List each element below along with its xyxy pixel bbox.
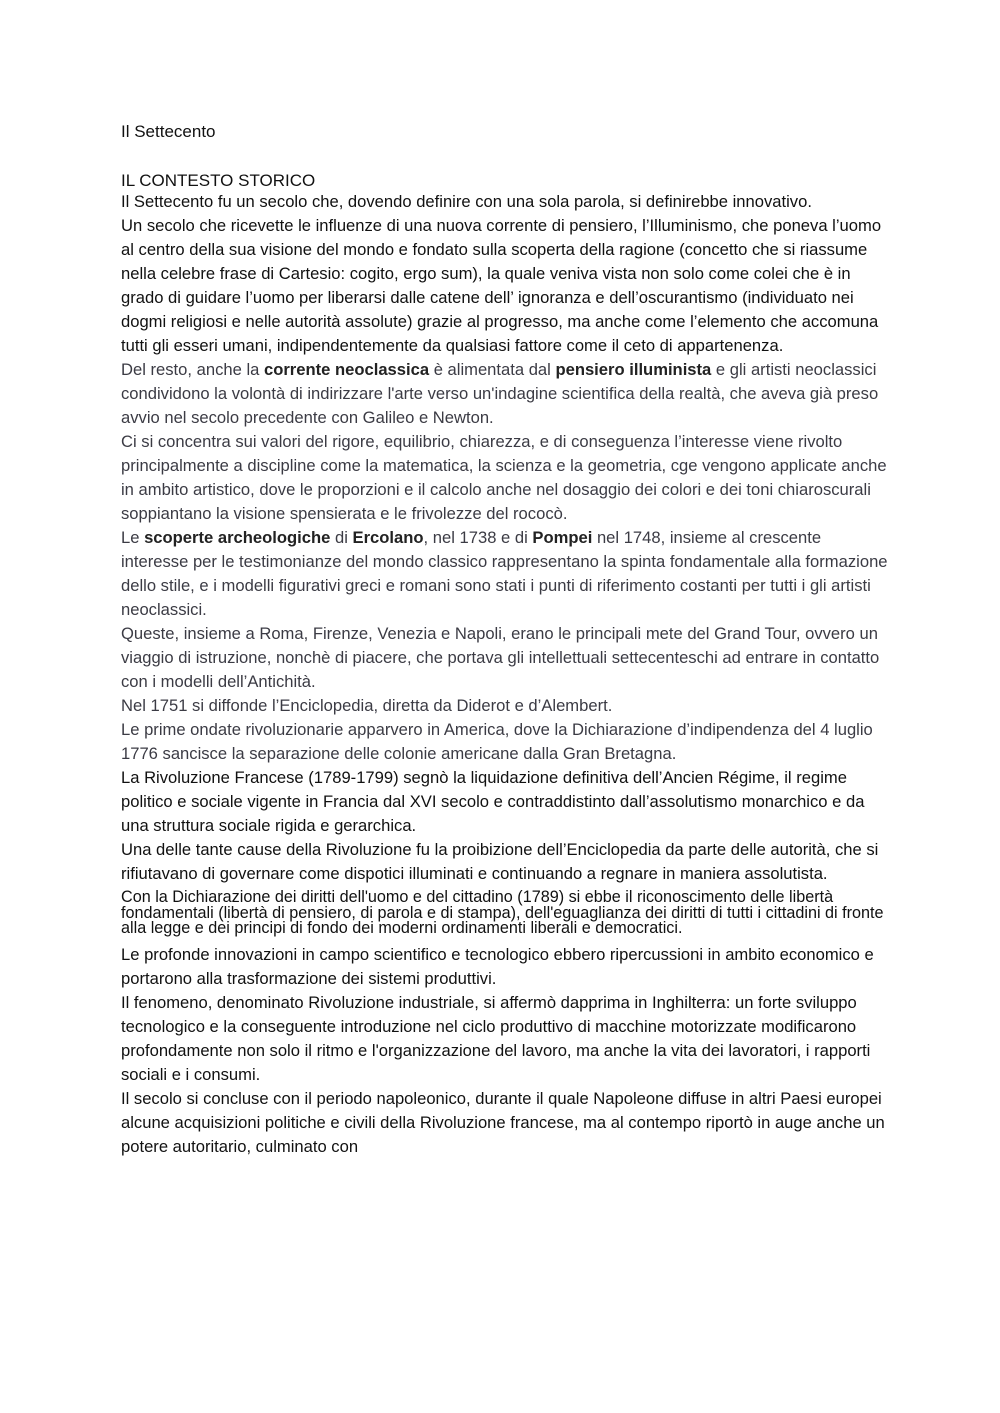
paragraph: Nel 1751 si diffonde l’Enciclopedia, diretta da Diderot e d’Alembert. bbox=[121, 696, 613, 715]
paragraph: Con la Dichiarazione dei diritti dell'uomo e del cittadino (1789) si ebbe il riconoscimento delle libertà fondamentali (libertà di pensiero, di parola e di stampa), dell'eguaglianza dei diritti di tutti i cittadini di fronte alla legge e dei principi di fondo dei moderni ordinamenti liberali e democratici. bbox=[121, 888, 884, 938]
paragraph: Il fenomeno, denominato Rivoluzione industriale, si affermò dapprima in Inghilterra: un forte sviluppo tecnologico e la conseguente introduzione nel ciclo produttivo di macchine motorizzate modificarono profondamente non solo il ritmo e l'organizzazione del lavoro, ma anche la vita dei lavoratori, i rapporti sociali e i consumi. bbox=[121, 992, 871, 1084]
text-run: Del resto, anche la bbox=[121, 360, 264, 379]
text-run: , nel 1738 e di bbox=[423, 528, 533, 547]
bold-term: pensiero illuminista bbox=[555, 360, 712, 379]
text-run: di bbox=[330, 528, 353, 547]
paragraph bbox=[121, 358, 891, 430]
paragraph: Il secolo si concluse con il periodo napoleonico, durante il quale Napoleone diffuse in altri Paesi europei alcune acquisizioni politiche e civili della Rivoluzione francese, ma al contempo riportò in auge anche un potere autoritario, culminato con bbox=[121, 1088, 885, 1156]
document-title: Il Settecento bbox=[121, 122, 216, 141]
paragraph: Il Settecento fu un secolo che, dovendo definire con una sola parola, si definirebbe innovativo. bbox=[121, 192, 812, 211]
text-run: Le bbox=[121, 528, 145, 547]
text-run: nel 1748, insieme al crescente interesse per le testimonianze del mondo classico rappresentano la spinta fondamentale alla formazione dello stile, e i modelli figurativi greci e romani sono stati i punti di riferimento costanti per tutti i gli artisti neoclassici. bbox=[121, 528, 888, 619]
bold-term: Ercolano bbox=[352, 528, 424, 547]
document-body bbox=[121, 190, 891, 1159]
paragraph bbox=[121, 526, 891, 622]
text-run: e gli artisti neoclassici condividono la volontà di indirizzare l'arte verso un'indagine scientifica della realtà, che aveva già preso avvio nel secolo precedente con Galileo e Newton. bbox=[121, 360, 879, 427]
paragraph: Un secolo che ricevette le influenze di una nuova corrente di pensiero, l’Illuminismo, che poneva l’uomo al centro della sua visione del mondo e fondato sulla scoperta della ragione (concetto che si riassume nella celebre frase di Cartesio: cogito, ergo sum), la quale veniva vista non solo come colei che è in grado di guidare l’uomo per liberarsi dalle catene dell’ ignoranza e dell’oscurantismo (individuato nei dogmi religiosi e nelle autorità assolute) grazie al progresso, ma anche come l’elemento che accomuna tutti gli esseri umani, indipendentemente da qualsiasi fattore come il ceto di appartenenza. bbox=[121, 216, 882, 355]
paragraph: Una delle tante cause della Rivoluzione fu la proibizione dell’Enciclopedia da parte delle autorità, che si rifiutavano di governare come dispotici illuminati e continuando a regnare in maniera assolutista. bbox=[121, 840, 879, 883]
bold-term: Pompei bbox=[532, 528, 593, 547]
paragraph: Le prime ondate rivoluzionarie apparvero in America, dove la Dichiarazione d’indipendenza del 4 luglio 1776 sancisce la separazione delle colonie americane dalla Gran Bretagna. bbox=[121, 720, 873, 763]
paragraph: Le profonde innovazioni in campo scientifico e tecnologico ebbero ripercussioni in ambito economico e portarono alla trasformazione dei sistemi produttivi. bbox=[121, 944, 874, 988]
paragraph: La Rivoluzione Francese (1789-1799) segnò la liquidazione definitiva dell’Ancien Régime, il regime politico e sociale vigente in Francia dal XVI secolo e contraddistinto dall’assolutismo monarchico e da una struttura sociale rigida e gerarchica. bbox=[121, 768, 865, 835]
section-heading: IL CONTESTO STORICO bbox=[121, 171, 316, 190]
bold-term: corrente neoclassica bbox=[263, 360, 430, 379]
text-run: è alimentata dal bbox=[429, 360, 556, 379]
paragraph: Queste, insieme a Roma, Firenze, Venezia e Napoli, erano le principali mete del Grand Tour, ovvero un viaggio di istruzione, nonchè di piacere, che portava gli intellettuali settecenteschi ad entrare in contatto con i modelli dell’Antichità. bbox=[121, 624, 880, 691]
bold-term: scoperte archeologiche bbox=[144, 528, 331, 547]
paragraph: Ci si concentra sui valori del rigore, equilibrio, chiarezza, e di conseguenza l’interesse viene rivolto principalmente a discipline come la matematica, la scienza e la geometria, cge vengono applicate anche in ambito artistico, dove le proporzioni e il calcolo anche nel dosaggio dei colori e dei toni chiaroscurali soppiantano la visione spensierata e le frivolezze del rococò. bbox=[121, 432, 887, 523]
